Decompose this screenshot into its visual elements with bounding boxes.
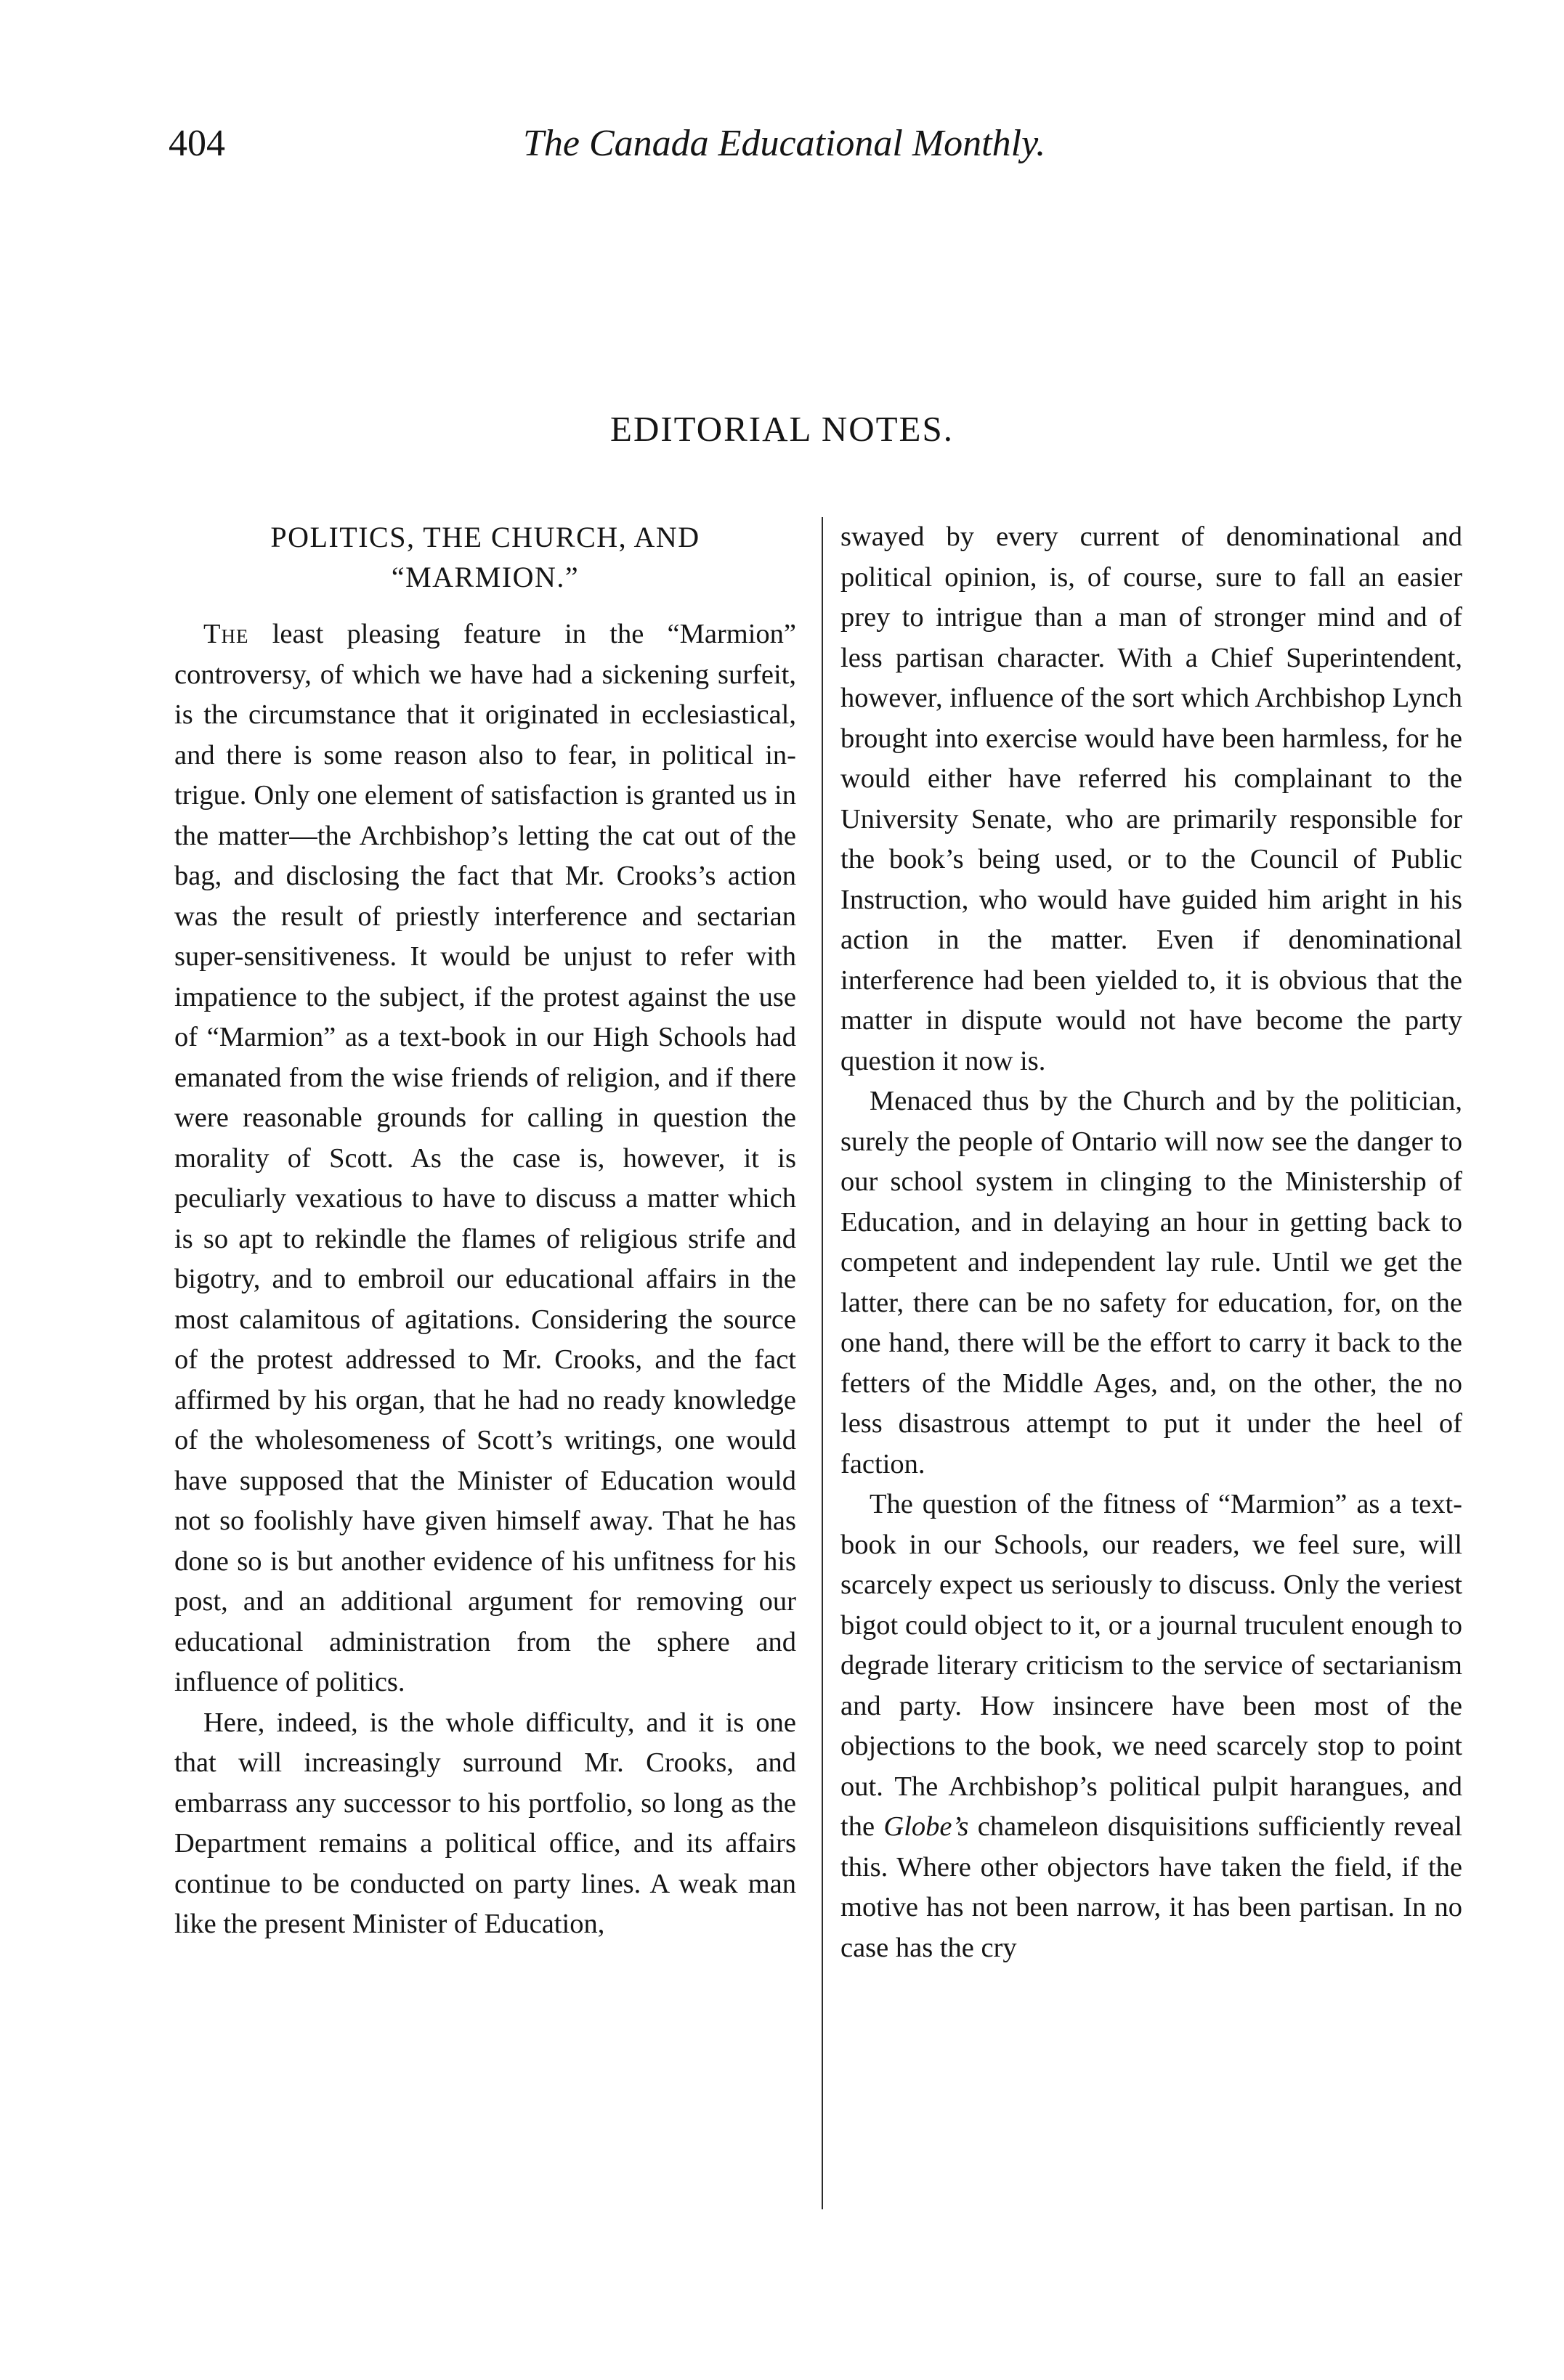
article-title-line-2: “MARMION.”	[391, 561, 580, 593]
section-title: EDITORIAL NOTES.	[610, 409, 954, 449]
globe-title: Globe’s	[883, 1811, 969, 1842]
paragraph-2-continued: swayed by every current of denominational and political opinion, is, of course, sure to fall an easier prey to intrigue than a man of stronger mind and of less partisan character. With a Chief Superintendent, however, influence of the sort which Archbishop Lynch brought into exercise would have been harmless, for he would either have referred his complainant to the University Senate, who are primarily responsible for the book’s being used, or to the Council of Public Instruction, who would have guided him aright in his action in the matter. Even if denominational interference had been yielded to, it is obvious that the matter in dispute would not have become the party question it now is.	[840, 521, 1462, 1076]
running-head: The Canada Educational Monthly.	[523, 123, 1046, 164]
paragraph-4-part-1: The question of the fitness of “Marmion” as a text-book in our Schools, our readers, we feel sure, will scarcely expect us seriously to discuss. Only the veriest bigot could object to it, or a journal truculent enough to degrade literary criticism to the service of sectarianism and party. How insincere have been most of the objections to the book, we need scarcely stop to point out. The Archbishop’s political pulpit harangues, and the	[840, 1489, 1462, 1842]
page-number: 404	[169, 123, 225, 164]
column-divider	[822, 517, 823, 2209]
paragraph-3: Menaced thus by the Church and by the politician, surely the people of Ontario will now see the danger to our school system in clinging to the Ministership of Education, and in delaying an hour in getting back to competent and independent lay rule. Until we get the latter, there can be no safety for education, for, on the one hand, there will be the effort to carry it back to the fetters of the Middle Ages, and, on the other, the no less disastrous attempt to put it under the heel of faction.	[840, 1086, 1462, 1479]
paragraph-4	[840, 1485, 1462, 1968]
article-title	[174, 517, 796, 597]
right-column	[840, 517, 1462, 1968]
paragraph-1-body: least pleasing feature in the “Marmion” controversy, of which we have had a sickening surfeit, is the circumstance that it originated in ecclesiastical, and there is some reason also to fear, in political intrigue. Only one element of satisfaction is granted us in the matter—the Archbishop’s letting the cat out of the bag, and disclosing the fact that Mr. Crooks’s action was the result of priestly interference and sectarian super-sensitiveness. It would be unjust to refer with impatience to the subject, if the protest against the use of “Marmion” as a text-book in our High Schools had emanated from the wise friends of religion, and if there were reasonable grounds for calling in question the morality of Scott. As the case is, however, it is peculiarly vexatious to have to discuss a matter which is so apt to rekindle the flames of religious strife and bigotry, and to embroil our educational affairs in the most calamitous of agitations. Considering the source of the protest addressed to Mr. Crooks, and the fact affirmed by his organ, that he had no ready knowledge of the wholesomeness of Scott’s writings, one would have supposed that the Minister of Education would not so foolishly have given himself away. That he has done so is but another evidence of his unfitness for his post, and an additional argument for removing our educational administration from the sphere and influence of politics.	[174, 619, 796, 1697]
paragraph-1	[174, 614, 796, 1703]
paragraph-4-part-2: chameleon disquisitions sufficiently reveal this. Where other objectors have taken the field, if the motive has not been narrow, it has been partisan. In no case has the cry	[840, 1811, 1462, 1963]
left-column	[174, 517, 796, 1945]
paragraph-1-lead: The	[203, 619, 249, 649]
article-title-line-1: POLITICS, THE CHURCH, AND	[270, 521, 700, 553]
paragraph-2: Here, indeed, is the whole difficulty, and it is one that will increasingly surround Mr. Crooks, and embarrass any successor to his portfolio, so long as the Department remains a political office, and its affairs continue to be conducted on party lines. A weak man like the present Minister of Education,	[174, 1707, 796, 1939]
